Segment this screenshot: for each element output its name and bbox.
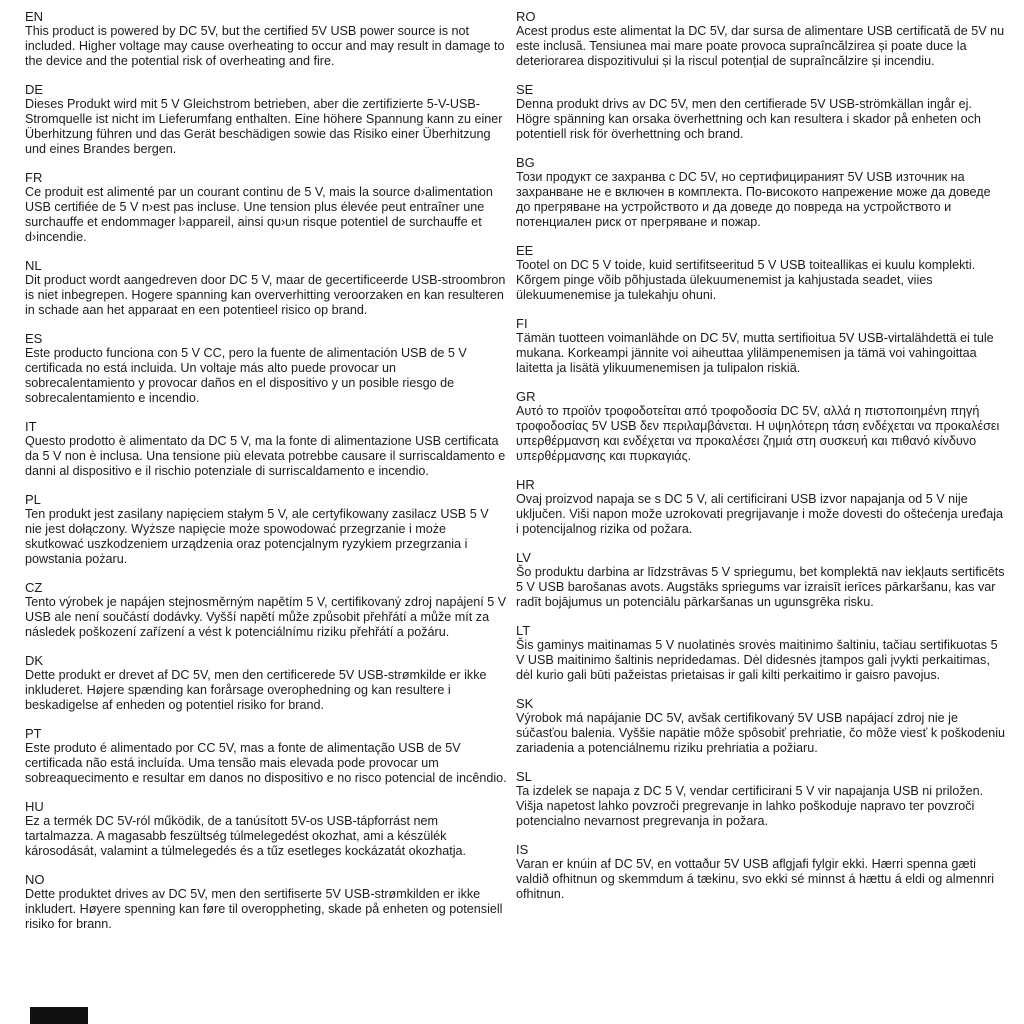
language-text: Šis gaminys maitinamas 5 V nuolatinės srovės maitinimo šaltiniu, tačiau sertifikuotas 5 V USB maitinimo šaltinis nepridedamas. Dėl didesnės įtampos gali įvykti perkaitimas, dėl kurio gali būti pažeistas prietaisas ir gali kilti perkaitimo ir gaisro pavojus. xyxy=(516,638,998,682)
language-block-ee xyxy=(516,243,1008,303)
right-column xyxy=(516,9,1008,915)
language-code: BG xyxy=(516,155,535,170)
page-corner-black-mark xyxy=(30,1007,88,1024)
language-text: Acest produs este alimentat la DC 5V, dar sursa de alimentare USB certificată de 5V nu este inclusă. Tensiunea mai mare poate provoca supraîncălzirea și poate duce la deteriorarea dispozitivului și la riscul potențial de supraîncălzire și incendiu. xyxy=(516,24,1005,68)
language-code: EE xyxy=(516,243,534,258)
language-block-es xyxy=(25,331,507,406)
language-text: Αυτό το προϊόν τροφοδοτείται από τροφοδοσία DC 5V, αλλά η πιστοποιημένη πηγή τροφοδοσίας 5V USB δεν περιλαμβάνεται. Η υψηλότερη τάση ενδέχεται να προκαλέσει υπερθέρμανση και ενδέχεται να προκαλέσει ζημιά στη συσκευή και πιθανό κίνδυνο υπερθέρμανσης και πυρκαγιάς. xyxy=(516,404,1000,463)
language-text: Questo prodotto è alimentato da DC 5 V, ma la fonte di alimentazione USB certificata da 5 V non è inclusa. Una tensione più elevata potrebbe causare il surriscaldamento e danni al dispositivo e il rischio potenziale di surriscaldamento e incendio. xyxy=(25,434,506,478)
language-code: ES xyxy=(25,331,43,346)
language-block-no xyxy=(25,872,507,932)
language-code: NL xyxy=(25,258,42,273)
language-code: RO xyxy=(516,9,536,24)
language-code: IS xyxy=(516,842,529,857)
language-block-is xyxy=(516,842,1008,902)
language-text: Výrobok má napájanie DC 5V, avšak certifikovaný 5V USB napájací zdroj nie je súčasťou balenia. Vyššie napätie môže spôsobiť prehriatie, čo môže viesť k poškodeniu zariadenia a potenciálnemu riziku prehriatia a požiaru. xyxy=(516,711,1006,755)
language-code: HR xyxy=(516,477,535,492)
language-block-sl xyxy=(516,769,1008,829)
language-block-pl xyxy=(25,492,507,567)
language-text: Dieses Produkt wird mit 5 V Gleichstrom betrieben, aber die zertifizierte 5-V-USB-Stromquelle ist nicht im Lieferumfang enthalten. Eine höhere Spannung kann zu einer Überhitzung führen und das Gerät beschädigen sowie das Risiko einer Überhitzung und eines Brandes bergen. xyxy=(25,97,503,156)
language-text: Dette produktet drives av DC 5V, men den sertifiserte 5V USB-strømkilden er ikke inkludert. Høyere spenning kan føre til overoppheting, skade på enheten og potensiell risiko for brann. xyxy=(25,887,503,931)
language-text: Tento výrobek je napájen stejnosměrným napětím 5 V, certifikovaný zdroj napájení 5 V USB ale není součástí dodávky. Vyšší napětí může způsobit přehřátí a může mít za následek poškození zařízení a vést k potenciálnímu riziku přehřátí a požáru. xyxy=(25,595,507,639)
language-code: FI xyxy=(516,316,528,331)
language-text: Šo produktu darbina ar līdzstrāvas 5 V spriegumu, bet komplektā nav iekļauts sertificēts 5 V USB barošanas avots. Augstāks spriegums var izraisīt ierīces pārkaršanu, kas var radīt bojājumus un potenciālu pārkaršanas un ugunsgrēka risku. xyxy=(516,565,1005,609)
left-column xyxy=(25,9,507,945)
language-code: PL xyxy=(25,492,41,507)
language-code: DK xyxy=(25,653,44,668)
language-code: LV xyxy=(516,550,531,565)
language-block-gr xyxy=(516,389,1008,464)
language-block-de xyxy=(25,82,507,157)
language-text: Ten produkt jest zasilany napięciem stałym 5 V, ale certyfikowany zasilacz USB 5 V nie jest dołączony. Wyższe napięcie może spowodować przegrzanie i może skutkować uszkodzeniem urządzenia oraz potencjalnym ryzykiem przegrzania i powstania pożaru. xyxy=(25,507,489,566)
language-block-hr xyxy=(516,477,1008,537)
language-block-dk xyxy=(25,653,507,713)
language-text: Ce produit est alimenté par un courant continu de 5 V, mais la source d›alimentation USB certifiée de 5 V n›est pas incluse. Une tension plus élevée peut entraîner une surchauffe et endommager l›appareil, ainsi qu›un risque potentiel de surchauffe et d›incendie. xyxy=(25,185,493,244)
language-block-lv xyxy=(516,550,1008,610)
language-code: GR xyxy=(516,389,536,404)
language-text: Tootel on DC 5 V toide, kuid sertifitseeritud 5 V USB toiteallikas ei kuulu komplekti. Kõrgem pinge võib põhjustada ülekuumenemist ja kahjustada seadet, viies ülekuumenemise ja tulekahju ohuni. xyxy=(516,258,976,302)
language-text: Tämän tuotteen voimanlähde on DC 5V, mutta sertifioitua 5V USB-virtalähdettä ei tule mukana. Korkeampi jännite voi aiheuttaa ylilämpenemisen ja tämä voi vahingoittaa laitetta ja lisätä ylikuumenemisen ja tulipalon riskiä. xyxy=(516,331,994,375)
language-code: SL xyxy=(516,769,532,784)
language-code: NO xyxy=(25,872,45,887)
language-block-lt xyxy=(516,623,1008,683)
language-block-it xyxy=(25,419,507,479)
language-block-fi xyxy=(516,316,1008,376)
language-code: CZ xyxy=(25,580,43,595)
language-code: DE xyxy=(25,82,44,97)
language-block-se xyxy=(516,82,1008,142)
language-code: LT xyxy=(516,623,531,638)
language-text: Ovaj proizvod napaja se s DC 5 V, ali certificirani USB izvor napajanja od 5 V nije uključen. Viši napon može uzrokovati pregrijavanje i može dovesti do oštećenja uređaja i potencijalnog rizika od požara. xyxy=(516,492,1004,536)
language-block-ro xyxy=(516,9,1008,69)
language-text: Dit product wordt aangedreven door DC 5 V, maar de gecertificeerde USB-stroombron is niet inbegrepen. Hogere spanning kan oververhitting veroorzaken en kan resulteren in schade aan het apparaat en een potentieel risico op brand. xyxy=(25,273,506,317)
language-text: Denna produkt drivs av DC 5V, men den certifierade 5V USB-strömkällan ingår ej. Högre spänning kan orsaka överhettning och kan resultera i skador på enheten och potentiell risk för överhettning och brand. xyxy=(516,97,981,141)
language-code: HU xyxy=(25,799,44,814)
language-block-fr xyxy=(25,170,507,245)
language-block-bg xyxy=(516,155,1008,230)
language-code: SK xyxy=(516,696,534,711)
language-block-pt xyxy=(25,726,507,786)
language-text: Este producto funciona con 5 V CC, pero la fuente de alimentación USB de 5 V certificada no está incluida. Un voltaje más alto puede provocar un sobrecalentamiento y provocar daños en el dispositivo y un posible riesgo de sobrecalentamiento e incendio. xyxy=(25,346,467,405)
language-text: Ta izdelek se napaja z DC 5 V, vendar certificirani 5 V vir napajanja USB ni priložen. Višja napetost lahko povzroči pregrevanje in lahko poškoduje napravo ter povzroči potencialno nevarnost pregrevanja in požara. xyxy=(516,784,984,828)
language-block-nl xyxy=(25,258,507,318)
language-code: PT xyxy=(25,726,42,741)
language-text: Dette produkt er drevet af DC 5V, men den certificerede 5V USB-strømkilde er ikke inkluderet. Højere spænding kan forårsage overophedning og kan resultere i beskadigelse af enheden og potentiel risiko for brand. xyxy=(25,668,487,712)
language-block-cz xyxy=(25,580,507,640)
language-text: Ez a termék DC 5V-ról működik, de a tanúsított 5V-os USB-tápforrást nem tartalmazza. A magasabb feszültség túlmelegedést okozhat, ami a készülék károsodását, valamint a túlmelegedés és a tűz esetleges kockázatát okozhatja. xyxy=(25,814,467,858)
language-block-en xyxy=(25,9,507,69)
language-text: Този продукт се захранва с DC 5V, но сертифицираният 5V USB източник на захранване не е включен в комплекта. По-високото напрежение може да доведе до прегряване на устройството и да доведе до повреда на устройството и потенциален риск от прегряване и пожар. xyxy=(516,170,991,229)
language-text: Varan er knúin af DC 5V, en vottaður 5V USB aflgjafi fylgir ekki. Hærri spenna gæti valdið ofhitnun og skemmdum á tækinu, svo ekki sé minnst á hættu á eldi og almennri ofhitnun. xyxy=(516,857,995,901)
language-code: EN xyxy=(25,9,44,24)
language-code: SE xyxy=(516,82,534,97)
language-block-sk xyxy=(516,696,1008,756)
language-text: Este produto é alimentado por CC 5V, mas a fonte de alimentação USB de 5V certificada não está incluída. Uma tensão mais elevada pode provocar um sobreaquecimento e resultar em danos no dispositivo e no risco potencial de incêndio. xyxy=(25,741,507,785)
language-code: FR xyxy=(25,170,43,185)
language-code: IT xyxy=(25,419,37,434)
language-text: This product is powered by DC 5V, but the certified 5V USB power source is not included. Higher voltage may cause overheating to occur and may result in damage to the device and the potential risk of overheating and fire. xyxy=(25,24,505,68)
language-block-hu xyxy=(25,799,507,859)
